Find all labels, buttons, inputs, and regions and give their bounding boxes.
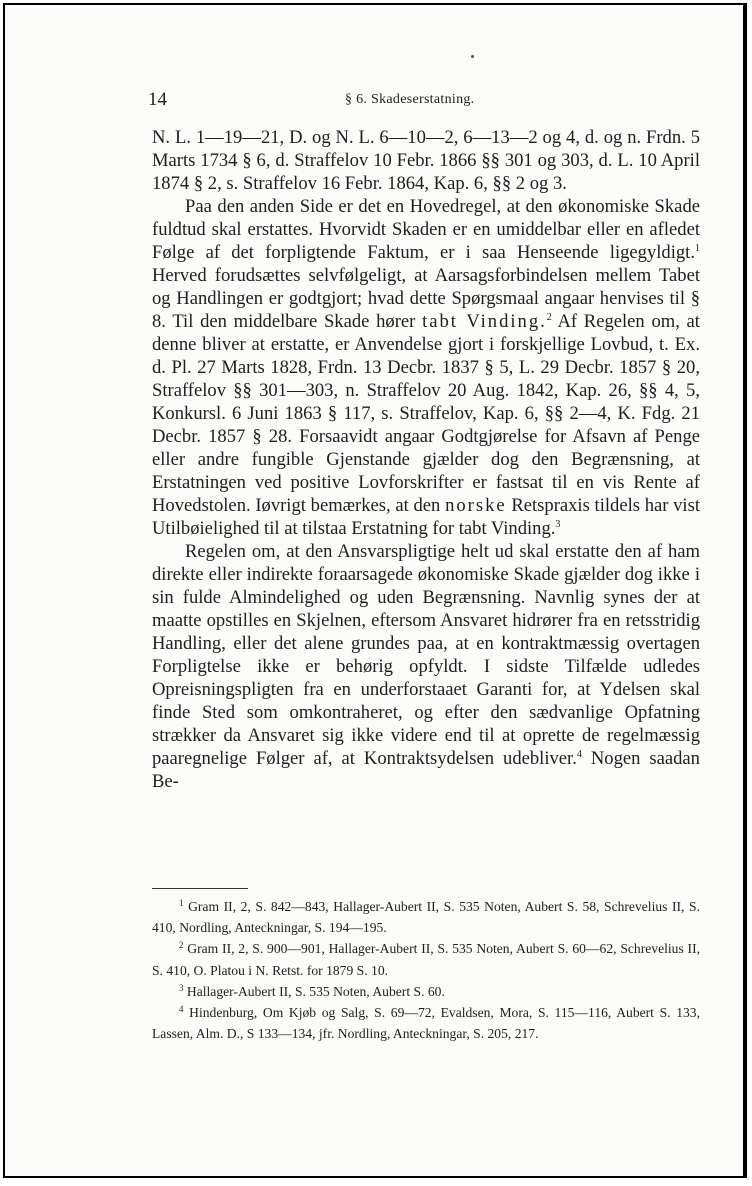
paragraph-2	[152, 195, 700, 540]
page-number: 14	[148, 89, 167, 110]
footnote-ref-4: 4	[576, 749, 582, 760]
book-page	[3, 3, 747, 1178]
emphasis-norske: norske	[445, 495, 507, 516]
page-header	[5, 89, 743, 113]
footnote-4	[152, 1002, 700, 1044]
body-text	[152, 126, 700, 793]
paragraph-1	[152, 126, 700, 195]
footnotes	[152, 896, 700, 1044]
footnote-text-4: Hindenburg, Om Kjøb og Salg, S. 69—72, Evaldsen, Mora, S. 115—116, Aubert S. 133, Lassen, Alm. D., S 133—134, jfr. Nordling, Anteckningar, S. 205, 217.	[152, 1005, 700, 1042]
running-title: § 6. Skadeserstatning.	[345, 92, 475, 107]
paragraph-3-text-a: Regelen om, at den Ansvarspligtige helt ud skal erstatte den af ham direkte eller indirekte foraarsagede økonomiske Skade gjælder dog ikke i sin fulde Almindelighed og uden Begrænsning. Navnlig synes der at maatte opstilles en Skjelnen, eftersom Ansvaret hidrører fra en retsstridig Handling, eller det alene grundes paa, at en kontraktmæssig overtagen Forpligtelse ikke er behørig opfyldt. I sidste Tilfælde udledes Opreisningspligten fra en underforstaaet Garanti for, at Ydelsen skal finde Sted som omkontraheret, og efter den sædvanlige Opfatning strækker da Ansvaret sig ikke videre end til at oprette de regelmæssig paaregnelige Følger af, at Kontraktsydelsen udebliver.	[152, 541, 700, 769]
footnote-text-3: Hallager-Aubert II, S. 535 Noten, Aubert S. 60.	[183, 983, 445, 999]
footnote-ref-1: 1	[695, 243, 700, 254]
footnote-mark-1: 1	[179, 898, 184, 908]
footnote-text-2: Gram II, 2, S. 900—901, Hallager-Aubert II, S. 535 Noten, Aubert S. 60—62, Schrevelius II, S. 410, O. Platou i N. Retst. for 1879 S. 10.	[152, 941, 700, 978]
paragraph-3	[152, 540, 700, 793]
paragraph-3-text-b: Nogen saadan Be-	[152, 748, 700, 792]
print-speck	[471, 55, 474, 58]
paragraph-1-text: N. L. 1—19—21, D. og N. L. 6—10—2, 6—13—2 og 4, d. og n. Frdn. 5 Marts 1734 § 6, d. Straffelov 10 Febr. 1866 §§ 301 og 303, d. L. 10 April 1874 § 2, s. Straffelov 16 Febr. 1864, Kap. 6, §§ 2 og 3.	[152, 127, 700, 194]
footnote-1	[152, 896, 700, 938]
emphasis-tabt-vinding: tabt Vinding.	[422, 311, 547, 332]
footnote-ref-2: 2	[546, 312, 552, 323]
footnote-2	[152, 938, 700, 980]
footnote-text-1: Gram II, 2, S. 842—843, Hallager-Aubert II, S. 535 Noten, Aubert S. 58, Schrevelius II, S. 410, Nordling, Anteckningar, S. 194—195.	[152, 899, 700, 936]
footnote-3	[152, 981, 700, 1002]
paragraph-2-text-a: Paa den anden Side er det en Hovedregel, at den økonomiske Skade fuldtud skal erstattes. Hvorvidt Skaden er en umiddelbar eller en afledet Følge af det forpligtende Faktum, er i saa Henseende ligegyldigt.	[152, 196, 700, 263]
footnote-mark-2: 2	[179, 940, 184, 951]
footnote-mark-4: 4	[179, 1004, 184, 1015]
paragraph-2-text-b: Herved forudsættes selvfølgeligt, at Aarsagsforbindelsen mellem Tabet og Handlingen er godtgjort; hvad dette Spørgsmaal angaar henvises til § 8. Til den middelbare Skade hører	[152, 265, 700, 332]
paragraph-2-text-c: Af Regelen om, at denne bliver at erstatte, er Anvendelse gjort i forskjellige Lovbud, t. Ex. d. Pl. 27 Marts 1828, Frdn. 13 Decbr. 1837 § 5, L. 29 Decbr. 1857 § 20, Straffelov §§ 301—303, n. Straffelov 20 Aug. 1842, Kap. 26, §§ 4, 5, Konkursl. 6 Juni 1863 § 117, s. Straffelov, Kap. 6, §§ 2—4, K. Fdg. 21 Decbr. 1857 § 28. Forsaavidt angaar Godtgjørelse for Afsavn af Penge eller andre fungible Gjenstande gjælder dog den Begrænsning, at Erstatningen ved positive Lovforskrifter er fastsat til en vis Rente af Hovedstolen. Iøvrigt bemærkes, at den	[152, 311, 700, 516]
footnote-ref-3: 3	[555, 519, 561, 530]
paragraph-2-text-d: Retspraxis tildels har vist Utilbøielighed til at tilstaa Erstatning for tabt Vinding.	[152, 495, 700, 539]
footnote-mark-3: 3	[179, 982, 184, 993]
footnote-divider	[152, 888, 248, 889]
